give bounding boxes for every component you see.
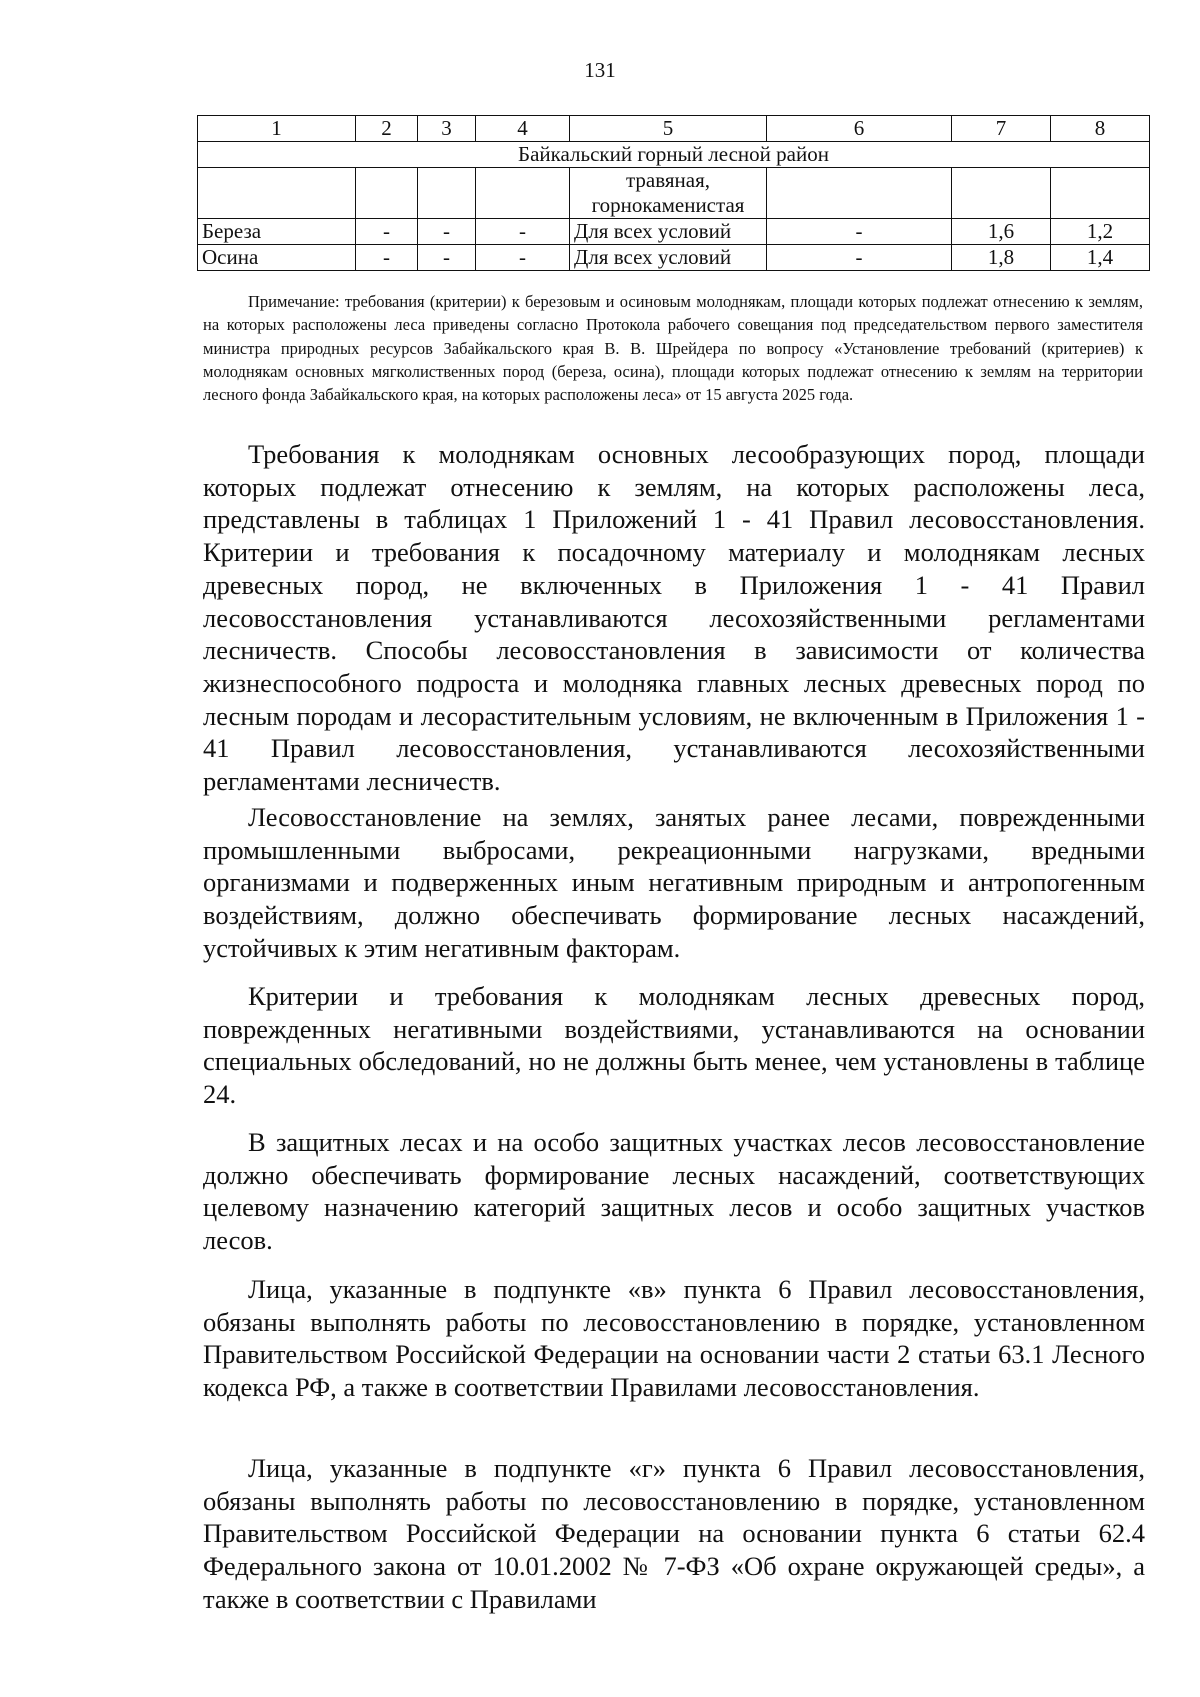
table-cell: - (356, 245, 418, 271)
table-cell (952, 168, 1051, 219)
table-cell (418, 168, 476, 219)
table-condition-row (198, 168, 1150, 219)
species-cell: Осина (198, 245, 356, 271)
table-header-cell: 2 (356, 116, 418, 142)
table-cell: - (418, 245, 476, 271)
table-cell: - (418, 219, 476, 245)
table-header-cell: 3 (418, 116, 476, 142)
table-header-cell: 5 (570, 116, 767, 142)
body-paragraph: Лица, указанные в подпункте «г» пункта 6 Правил лесовосстановления, обязаны выполнять работы по лесовосстановлению в порядке, установленном Правительством Российской Федерации на основании пункта 6 статьи 62.4 Федерального закона от 10.01.2002 № 7-ФЗ «Об охране окружающей среды», а также в соответствии с Правилами (203, 1453, 1145, 1614)
table-cell: 1,6 (952, 219, 1051, 245)
table-cell: - (767, 245, 952, 271)
table-cell (356, 168, 418, 219)
table-cell (476, 168, 570, 219)
table-region-row (198, 142, 1150, 168)
table-cell: - (767, 219, 952, 245)
table-header-cell: 6 (767, 116, 952, 142)
table-header-row (198, 116, 1150, 142)
table-header-cell: 1 (198, 116, 356, 142)
table-row (198, 219, 1150, 245)
species-cell: Береза (198, 219, 356, 245)
table-cell: 1,8 (952, 245, 1051, 271)
forest-region-label: Байкальский горный лесной район (198, 142, 1150, 168)
table-note: Примечание: требования (критерии) к березовым и осиновым молоднякам, площади которых подлежат отнесению к землям, на которых расположены леса приведены согласно Протокола рабочего совещания под председательством первого заместителя министра природных ресурсов Забайкальского края В. В. Шрейдера по вопросу «Установление требований (критериев) к молоднякам основных мягколиственных пород (береза, осина), площади которых подлежат отнесению к землям на территории лесного фонда Забайкальского края, на которых расположены леса» от 15 августа 2025 года. (203, 292, 1143, 405)
table-cell: Для всех условий (570, 219, 767, 245)
table-header-cell: 7 (952, 116, 1051, 142)
growing-condition-line: горнокаменистая (591, 193, 745, 217)
table-cell: 1,4 (1051, 245, 1150, 271)
table-cell (1051, 168, 1150, 219)
table-row (198, 245, 1150, 271)
table-cell: - (476, 219, 570, 245)
table-header-cell: 4 (476, 116, 570, 142)
table-header-cell: 8 (1051, 116, 1150, 142)
table-cell: 1,2 (1051, 219, 1150, 245)
page-number: 131 (584, 58, 616, 82)
body-paragraph: Лица, указанные в подпункте «в» пункта 6 Правил лесовосстановления, обязаны выполнять работы по лесовосстановлению в порядке, установленном Правительством Российской Федерации на основании части 2 статьи 63.1 Лесного кодекса РФ, а также в соответствии Правилами лесовосстановления. (203, 1274, 1145, 1403)
body-paragraph: Критерии и требования к молоднякам лесных древесных пород, поврежденных негативными воздействиями, устанавливаются на основании специальных обследований, но не должны быть менее, чем установлены в таблице 24. (203, 981, 1145, 1110)
growing-condition-cell (570, 168, 767, 219)
table-cell (767, 168, 952, 219)
table-cell: Для всех условий (570, 245, 767, 271)
table-cell (198, 168, 356, 219)
body-paragraph: В защитных лесах и на особо защитных участках лесов лесовосстановление должно обеспечивать формирование лесных насаждений, соответствующих целевому назначению категорий защитных лесов и особо защитных участков лесов. (203, 1127, 1145, 1256)
table-cell: - (356, 219, 418, 245)
criteria-table (197, 115, 1150, 271)
body-paragraph: Требования к молоднякам основных лесообразующих пород, площади которых подлежат отнесению к землям, на которых расположены леса, представлены в таблицах 1 Приложений 1 - 41 Правил лесовосстановления. Критерии и требования к посадочному материалу и молоднякам лесных древесных пород, не включенных в Приложения 1 - 41 Правил лесовосстановления устанавливаются лесохозяйственными регламентами лесничеств. Способы лесовосстановления в зависимости от количества жизнеспособного подроста и молодняка главных лесных древесных пород по лесным породам и лесорастительным условиям, не включенным в Приложения 1 - 41 Правил лесовосстановления, устанавливаются лесохозяйственными регламентами лесничеств. (203, 439, 1145, 797)
growing-condition-line: травяная, (625, 168, 711, 192)
table-cell: - (476, 245, 570, 271)
body-paragraph: Лесовосстановление на землях, занятых ранее лесами, поврежденными промышленными выбросами, рекреационными нагрузками, вредными организмами и подверженных иным негативным природным и антропогенным воздействиям, должно обеспечивать формирование лесных насаждений, устойчивых к этим негативным факторам. (203, 802, 1145, 963)
